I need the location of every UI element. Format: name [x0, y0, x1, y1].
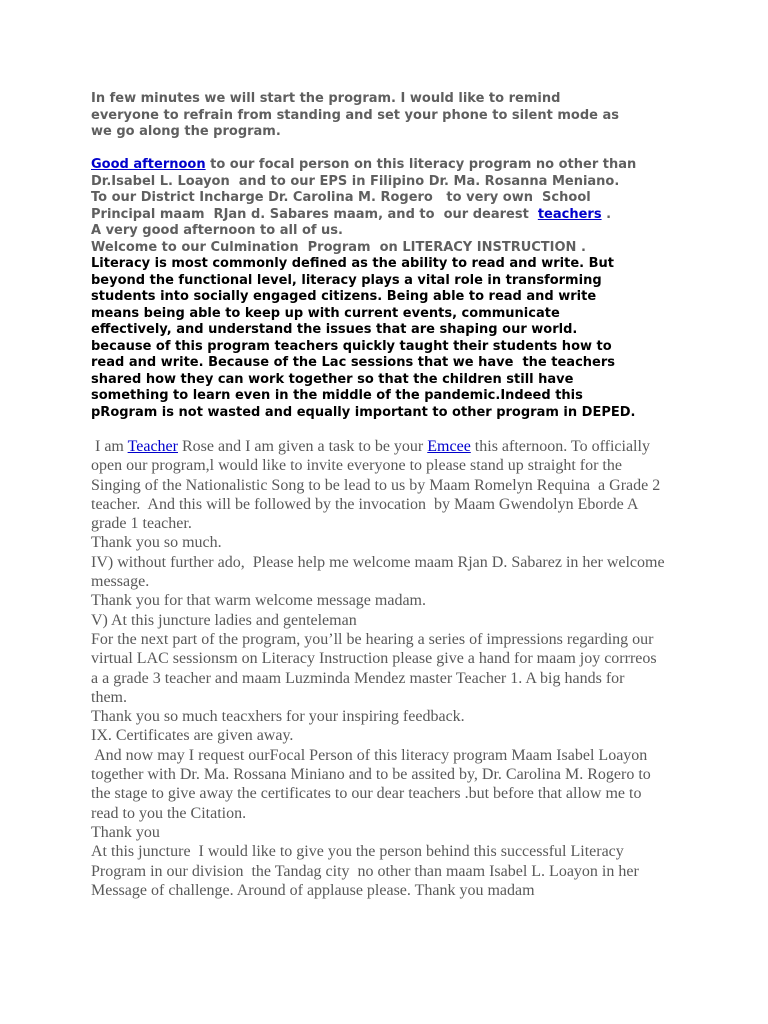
paragraph-gap [91, 141, 708, 158]
literacy-line: students into socially engaged citizens. Being able to read and write [91, 289, 597, 304]
emcee-line: At this juncture I would like to give you the person behind this successful Literacy [91, 843, 624, 861]
literacy-line: beyond the functional level, literacy plays a vital role in transforming [91, 272, 602, 288]
emcee-line: Message of challenge. Around of applause please. Thank you madam [91, 881, 535, 899]
greeting-text: to our focal person on this literacy program no other than [205, 157, 637, 172]
emcee-line [91, 437, 708, 456]
emcee-line: teacher. And this will be followed by the invocation by Maam Gwendolyn Eborde A [91, 495, 639, 513]
intro-line: In few minutes we will start the program. I would like to remind [91, 91, 561, 106]
literacy-line: effectively, and understand the issues that are shaping our world. [91, 322, 578, 337]
emcee-line: Thank you for that warm welcome message madam. [91, 592, 426, 610]
literacy-line: read and write. Because of the Lac sessions that we have the teachers [91, 355, 615, 370]
emcee-line: Thank you [91, 823, 160, 841]
emcee-line: open our program,l would like to invite everyone to please stand up straight for the [91, 457, 622, 475]
emcee-line: V) At this juncture ladies and genteleman [91, 611, 357, 629]
emcee-line: a a grade 3 teacher and maam Luzminda Mendez master Teacher 1. A big hands for [91, 669, 625, 687]
emcee-line: read to you the Citation. [91, 804, 247, 822]
emcee-line: message. [91, 573, 150, 591]
literacy-paragraph [91, 256, 708, 421]
emcee-script [91, 437, 708, 900]
emcee-line: And now may I request ourFocal Person of this literacy program Maam Isabel Loayon [91, 746, 648, 764]
welcome-line: Welcome to our Culmination Program on LITERACY INSTRUCTION . [91, 239, 586, 255]
emcee-text: I am [91, 438, 128, 455]
intro-paragraph [91, 91, 708, 141]
teachers-link[interactable]: teachers [537, 206, 602, 222]
emcee-line: For the next part of the program, you’ll be hearing a series of impressions regarding our [91, 630, 654, 648]
good-afternoon-link[interactable]: Good afternoon [91, 157, 206, 172]
emcee-line: them. [91, 688, 127, 706]
emcee-line: Thank you so much teacxhers for your inspiring feedback. [91, 708, 465, 726]
greeting-line [91, 207, 708, 224]
literacy-line: because of this program teachers quickly taught their students how to [91, 338, 612, 354]
greeting-text: Principal maam RJan d. Sabares maam, and to our dearest [91, 206, 538, 222]
emcee-line: IV) without further ado, Please help me welcome maam Rjan D. Sabarez in her welcome [91, 553, 665, 571]
teacher-link[interactable]: Teacher [127, 438, 178, 455]
emcee-line: grade 1 teacher. [91, 515, 192, 533]
emcee-line: virtual LAC sessionsm on Literacy Instruction please give a hand for maam joy corrreos [91, 650, 657, 668]
emcee-line: Program in our division the Tandag city no other than maam Isabel L. Loayon in her [91, 862, 639, 880]
greeting-text: . [601, 206, 612, 222]
emcee-line: Singing of the Nationalistic Song to be lead to us by Maam Romelyn Requina a Grade 2 [91, 476, 661, 494]
literacy-line: something to learn even in the middle of the pandemic.Indeed this [91, 388, 583, 403]
literacy-line: pRogram is not wasted and equally important to other program in DEPED. [91, 404, 636, 420]
intro-line: everyone to refrain from standing and set your phone to silent mode as [91, 107, 620, 123]
emcee-link[interactable]: Emcee [427, 438, 471, 455]
greeting-line: A very good afternoon to all of us. [91, 223, 343, 238]
literacy-line: means being able to keep up with current events, communicate [91, 305, 560, 321]
greeting-line: Dr.Isabel L. Loayon and to our EPS in Filipino Dr. Ma. Rosanna Meniano. [91, 173, 620, 189]
emcee-line: Thank you so much. [91, 534, 222, 552]
emcee-line: the stage to give away the certificates to our dear teachers .but before that allow me to [91, 785, 642, 803]
emcee-line: IX. Certificates are given away. [91, 727, 294, 745]
literacy-line: Literacy is most commonly defined as the ability to read and write. But [91, 256, 614, 271]
intro-line: we go along the program. [91, 124, 281, 139]
emcee-text: this afternoon. To officially [470, 438, 650, 455]
greeting-paragraph [91, 157, 708, 256]
literacy-line: shared how they can work together so that the children still have [91, 371, 574, 387]
emcee-text: Rose and I am given a task to be your [177, 438, 428, 455]
greeting-line: To our District Incharge Dr. Carolina M. Rogero to very own School [91, 190, 591, 205]
emcee-line: together with Dr. Ma. Rossana Miniano and to be assited by, Dr. Carolina M. Rogero to [91, 766, 651, 784]
greeting-line [91, 157, 708, 174]
